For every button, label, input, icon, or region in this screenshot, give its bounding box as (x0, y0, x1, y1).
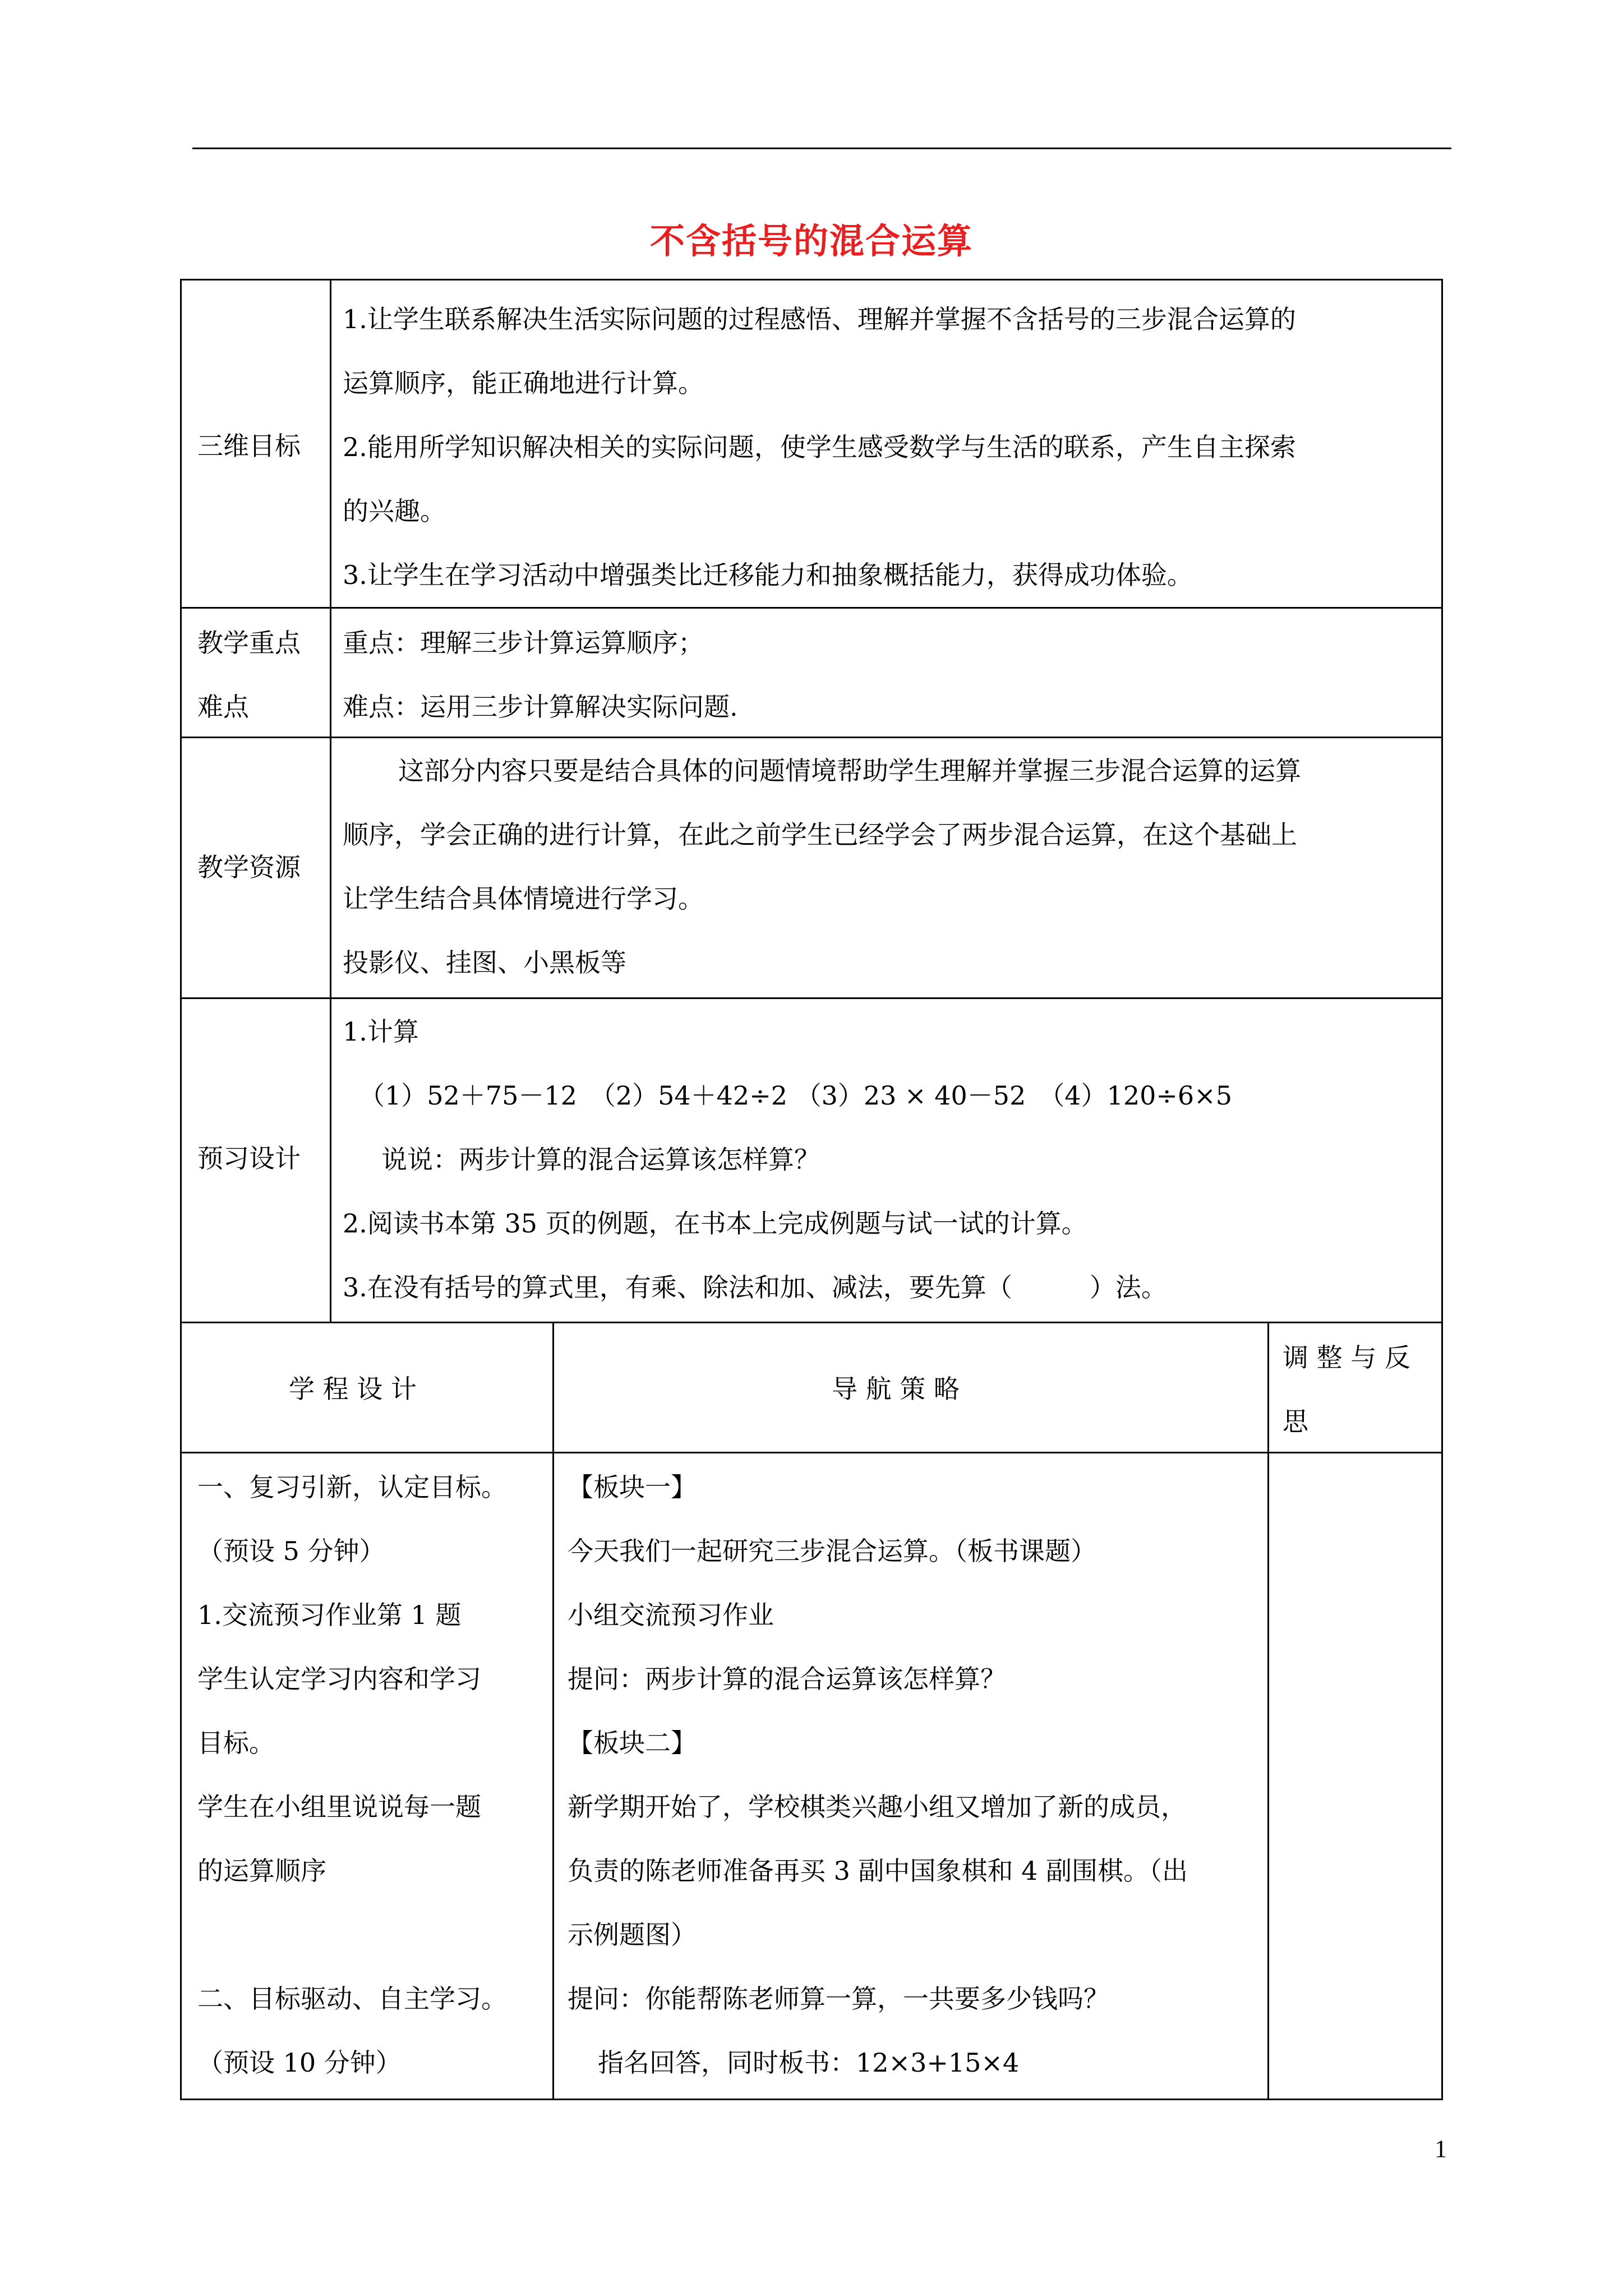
column-divider (1267, 1322, 1269, 2100)
process-left-line: 目标。 (197, 1728, 275, 1758)
process-left-line: 二、目标驱动、自主学习。 (197, 1984, 507, 2014)
preview-line: 1.计算 (343, 1016, 419, 1047)
process-middle-line: 负责的陈老师准备再买 3 副中国象棋和 4 副围棋。（出 (568, 1856, 1188, 1886)
process-header-reflection: 思 (1283, 1406, 1308, 1437)
resources-line: 让学生结合具体情境进行学习。 (343, 884, 704, 914)
process-header-strategy: 导 航 策 略 (832, 1374, 960, 1404)
process-middle-line: 【板块二】 (568, 1728, 697, 1758)
resources-label: 教学资源 (197, 852, 301, 882)
resources-line: 顺序，学会正确的进行计算，在此之前学生已经学会了两步混合运算，在这个基础上 (343, 820, 1297, 850)
goals-line: 运算顺序，能正确地进行计算。 (343, 368, 704, 398)
process-left-line: 学生在小组里说说每一题 (197, 1792, 481, 1822)
process-header-design: 学 程 设 计 (289, 1374, 417, 1404)
column-divider (552, 1322, 554, 2100)
process-middle-line: 指名回答，同时板书：12×3+15×4 (598, 2047, 1020, 2078)
row-divider (180, 1322, 1443, 1323)
process-middle-line: 小组交流预习作业 (568, 1600, 774, 1630)
page-number: 1 (1435, 2135, 1447, 2162)
document-title: 不含括号的混合运算 (649, 220, 973, 261)
process-middle-line: 新学期开始了，学校棋类兴趣小组又增加了新的成员， (568, 1792, 1187, 1822)
goals-line: 1.让学生联系解决生活实际问题的过程感悟、理解并掌握不含括号的三步混合运算的 (343, 304, 1296, 334)
process-middle-line: 提问：你能帮陈老师算一算，一共要多少钱吗？ (568, 1984, 1109, 2014)
resources-line: 这部分内容只要是结合具体的问题情境帮助学生理解并掌握三步混合运算的运算 (398, 756, 1301, 786)
table-border-bottom (180, 2099, 1443, 2100)
preview-label: 预习设计 (197, 1143, 301, 1174)
key-points-label: 教学重点 (197, 628, 301, 658)
row-divider (180, 997, 1443, 999)
process-middle-line: 今天我们一起研究三步混合运算。（板书课题） (568, 1536, 1096, 1566)
preview-line: 2.阅读书本第 35 页的例题，在书本上完成例题与试一试的计算。 (343, 1208, 1087, 1239)
process-header-reflection: 调 整 与 反 (1283, 1342, 1410, 1373)
goals-line: 3.让学生在学习活动中增强类比迁移能力和抽象概括能力，获得成功体验。 (343, 560, 1193, 590)
table-border-right (1441, 279, 1443, 2100)
goals-label: 三维目标 (197, 431, 301, 461)
row-divider (180, 607, 1443, 609)
process-left-line: （预设 10 分钟） (197, 2047, 402, 2078)
table-border-left (180, 279, 182, 2100)
key-points-label: 难点 (197, 692, 249, 722)
header-rule (192, 148, 1451, 149)
resources-line: 投影仪、挂图、小黑板等 (343, 947, 626, 978)
preview-line: （1）52＋75－12 （2）54＋42÷2 （3）23 × 40－52 （4）120÷6×5 (359, 1080, 1232, 1111)
key-points-line: 重点：理解三步计算运算顺序； (343, 628, 704, 658)
process-left-line: 的运算顺序 (197, 1856, 326, 1886)
process-middle-line: 【板块一】 (568, 1472, 697, 1502)
column-divider (330, 279, 331, 1323)
process-left-line: （预设 5 分钟） (197, 1536, 385, 1566)
key-points-line: 难点：运用三步计算解决实际问题. (343, 692, 738, 722)
preview-line: 3.在没有括号的算式里，有乘、除法和加、减法，要先算（ ）法。 (343, 1272, 1167, 1303)
process-left-line: 一、复习引新，认定目标。 (197, 1472, 507, 1502)
table-border-top (180, 279, 1443, 280)
process-left-line: 1.交流预习作业第 1 题 (197, 1600, 462, 1630)
goals-line: 2.能用所学知识解决相关的实际问题，使学生感受数学与生活的联系，产生自主探索 (343, 432, 1296, 462)
row-divider (180, 1452, 1443, 1453)
goals-line: 的兴趣。 (343, 496, 446, 526)
process-middle-line: 提问：两步计算的混合运算该怎样算？ (568, 1664, 1006, 1694)
row-divider (180, 737, 1443, 738)
preview-line: 说说：两步计算的混合运算该怎样算？ (381, 1144, 820, 1175)
process-middle-line: 示例题图） (568, 1920, 697, 1950)
process-left-line: 学生认定学习内容和学习 (197, 1664, 481, 1694)
